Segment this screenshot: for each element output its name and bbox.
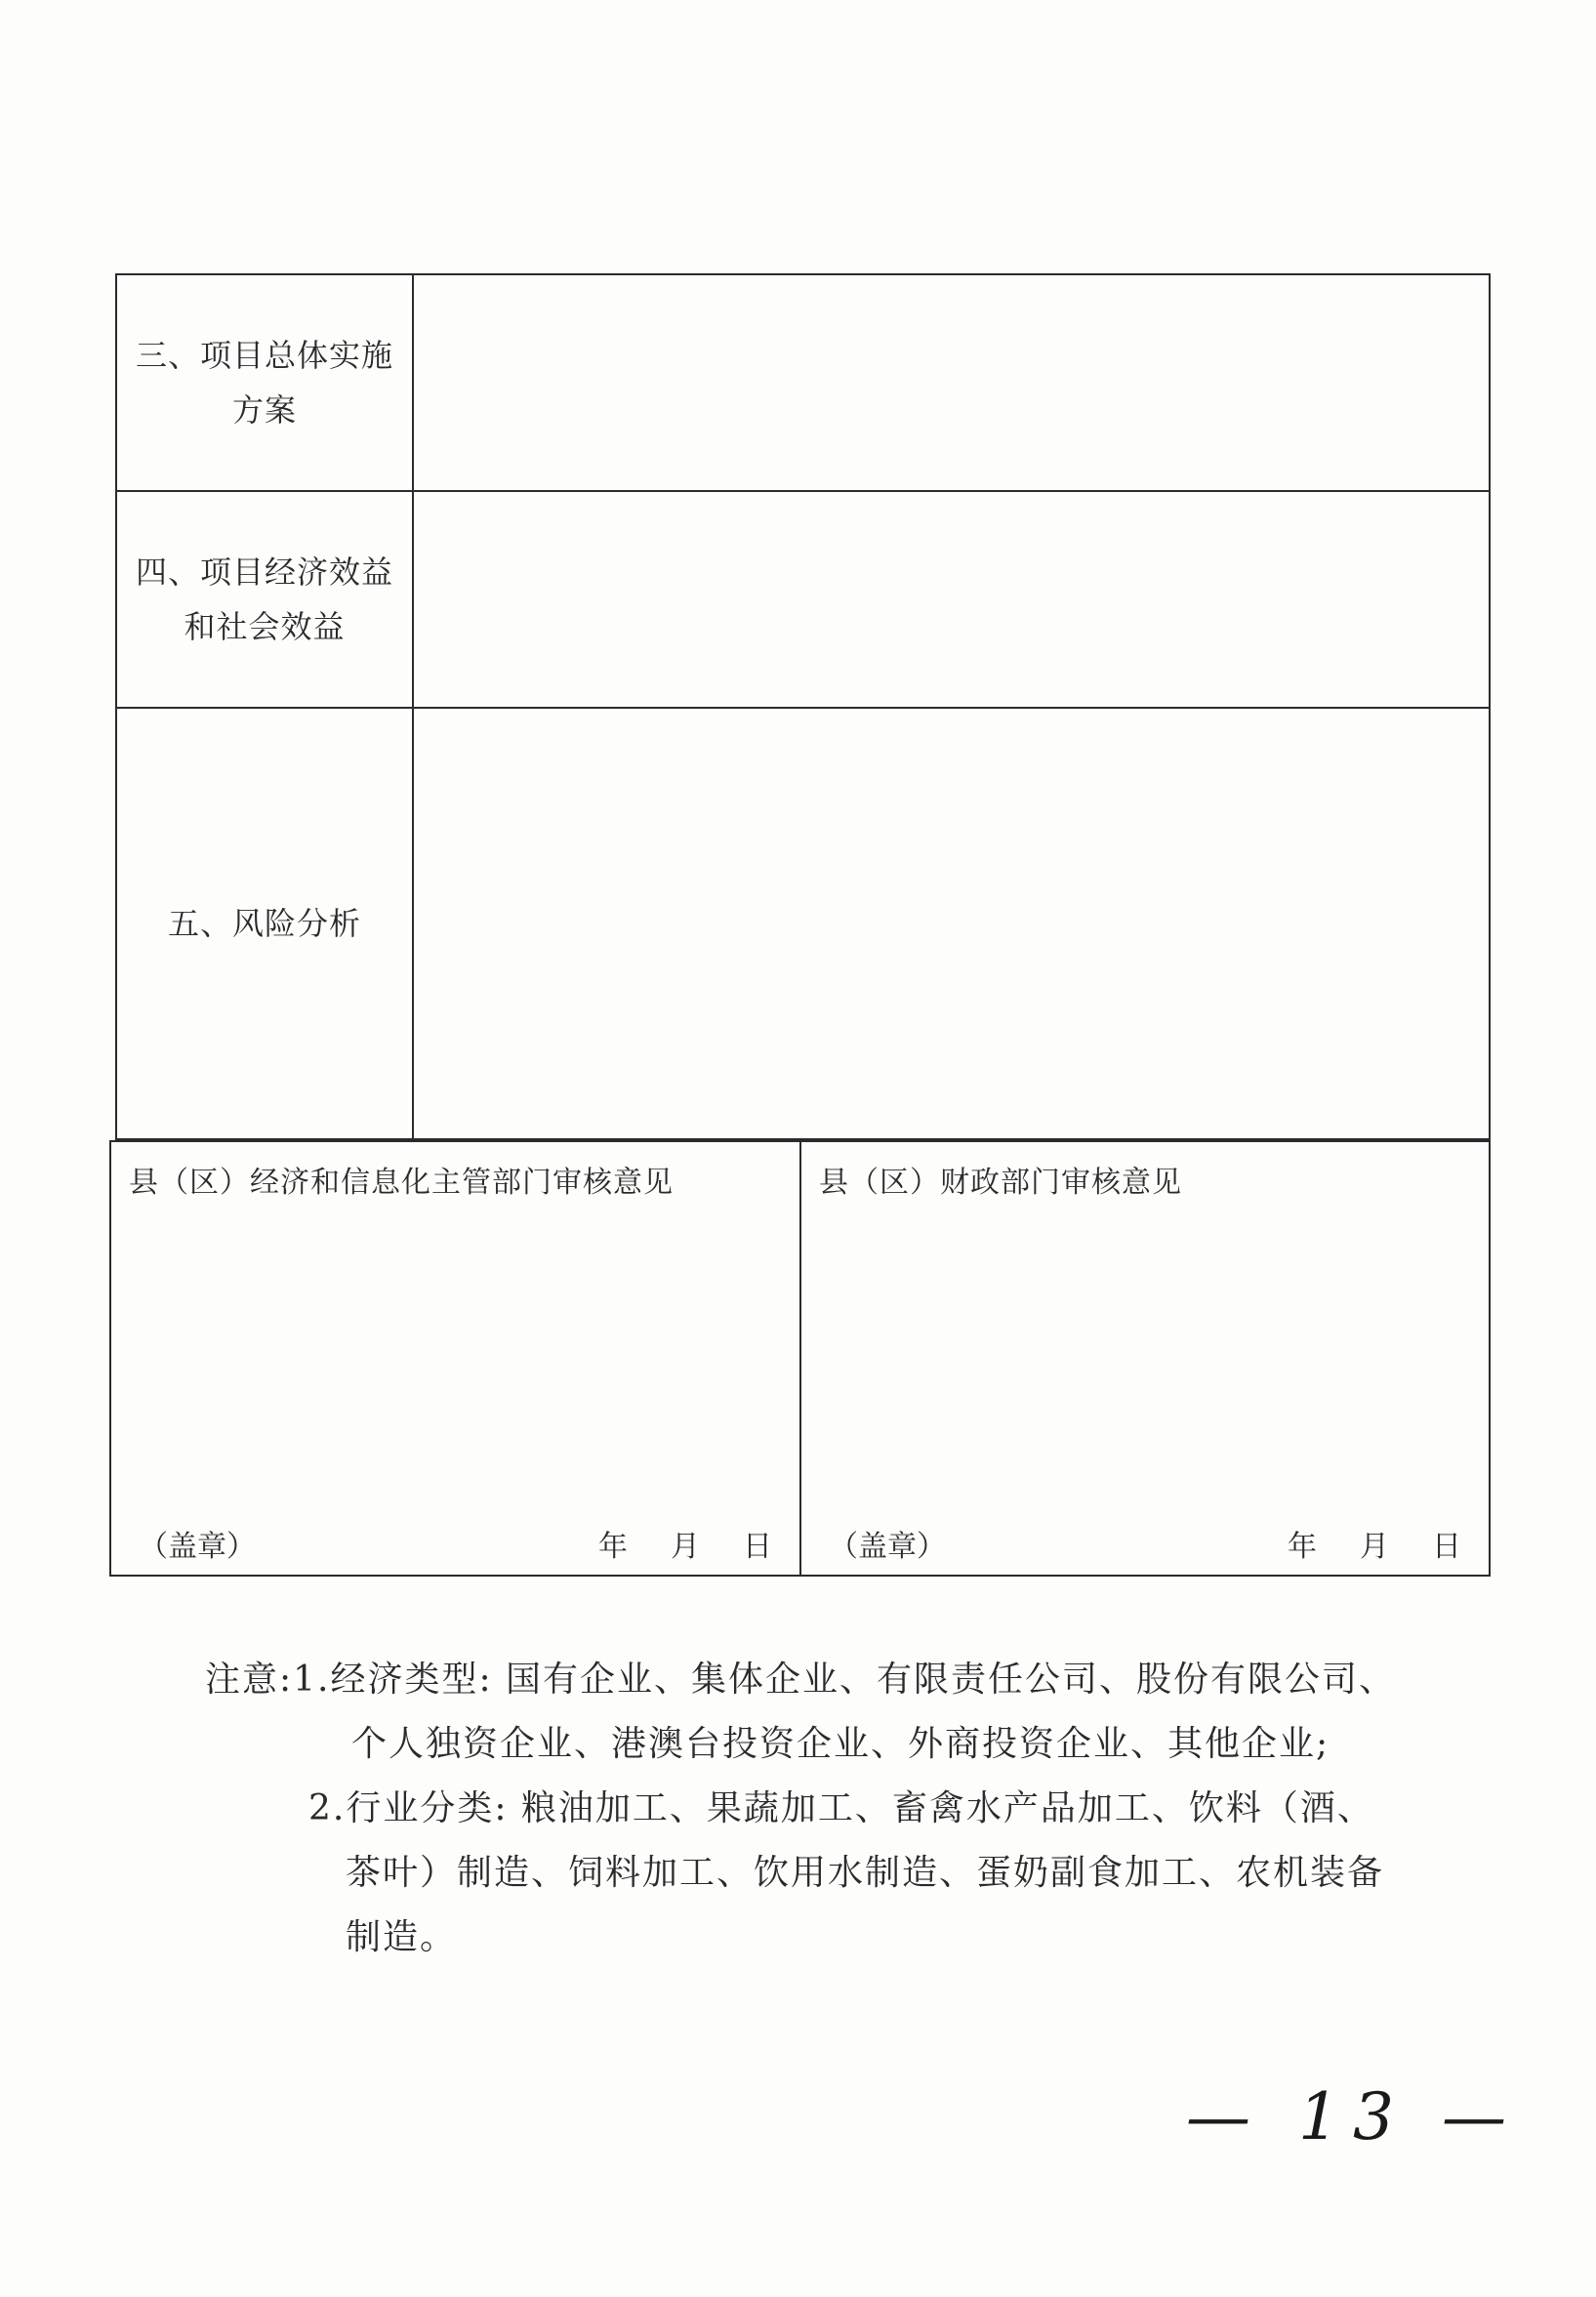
finance-dept-opinion-box[interactable] [800,1141,1490,1576]
label-line: 四、项目经济效益 [135,554,393,591]
label-line: 三、项目总体实施 [135,337,393,374]
seal-label: （盖章） [829,1530,946,1564]
project-form-table [115,273,1491,1140]
note-item-2-line-1: 2.行业分类: 粮油加工、果蔬加工、畜禽水产品加工、饮料（酒、 [308,1788,1374,1828]
label-line: 方案 [231,391,297,429]
note-item-2-line-2: 茶叶）制造、饲料加工、饮用水制造、蛋奶副食加工、农机装备 [346,1853,1385,1893]
seal-label: （盖章） [139,1530,256,1564]
form-row-risk-analysis [116,708,1490,1139]
year-label: 年 [598,1530,628,1564]
day-label: 日 [743,1530,772,1564]
implementation-plan-field[interactable] [413,274,1490,491]
benefits-field[interactable] [413,491,1490,708]
month-label: 月 [1360,1530,1389,1564]
form-row-implementation-plan [116,274,1490,491]
notes-section [205,1648,1415,1970]
economic-dept-opinion-box[interactable] [110,1141,800,1576]
form-row-benefits [116,491,1490,708]
risk-analysis-field[interactable] [413,708,1490,1139]
label-line: 五、风险分析 [167,905,361,942]
label-risk-analysis [116,708,413,1139]
day-label: 日 [1432,1530,1461,1564]
note-item-1-line-2: 个人独资企业、港澳台投资企业、外商投资企业、其他企业; [351,1724,1330,1764]
label-implementation-plan [116,274,413,491]
note-item-1-line-1 [205,1648,1415,1712]
label-benefits [116,491,413,708]
note-text: 1.经济类型: 国有企业、集体企业、有限责任公司、股份有限公司、 [293,1660,1397,1700]
date-labels [1288,1522,1461,1565]
note-item-2-line-3: 制造。 [346,1917,458,1957]
economic-dept-opinion-title: 县（区）经济和信息化主管部门审核意见 [129,1166,674,1200]
review-opinions-table [109,1140,1491,1577]
finance-dept-opinion-title: 县（区）财政部门审核意见 [819,1166,1182,1200]
notes-prefix: 注意: [205,1660,294,1700]
date-labels [598,1522,772,1565]
month-label: 月 [671,1530,700,1564]
label-line: 和社会效益 [184,608,346,645]
year-label: 年 [1288,1530,1317,1564]
page-number: — 13 — [1186,2079,1520,2154]
